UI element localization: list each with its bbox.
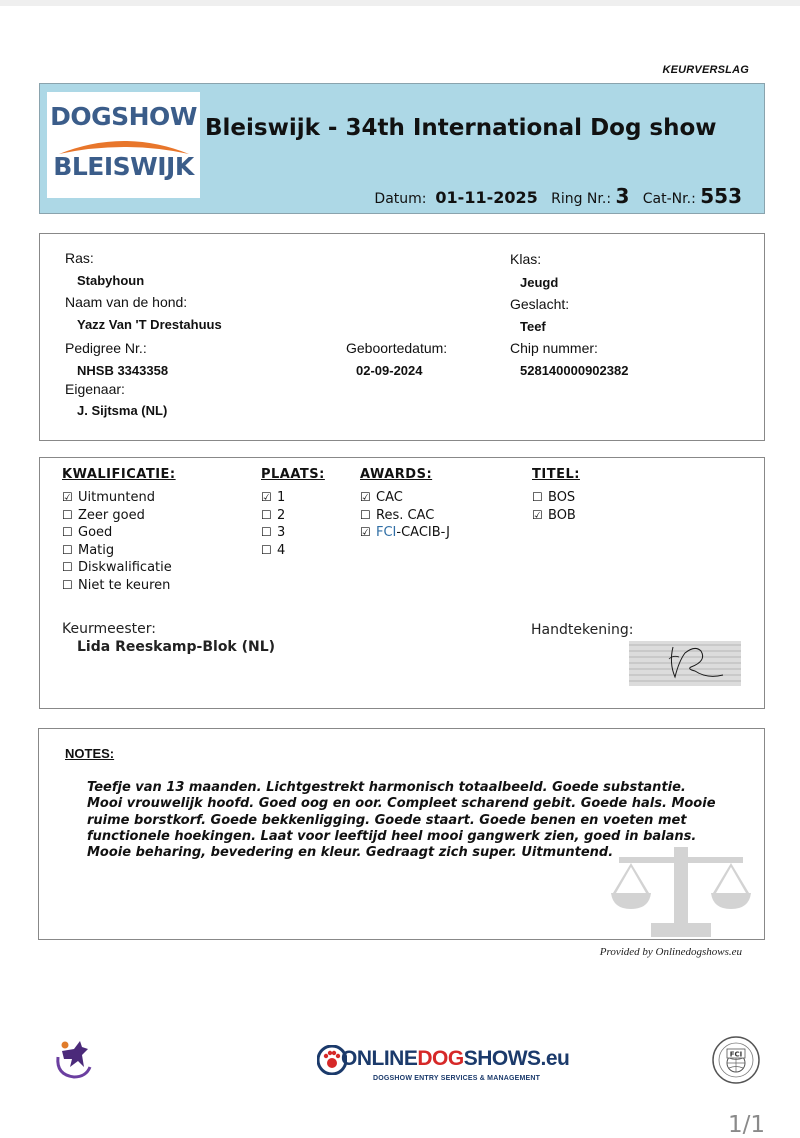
checkbox-icon[interactable]: ☐ <box>261 507 272 522</box>
page-number: 1/1 <box>727 1112 765 1138</box>
option-zeer-goed[interactable]: ☐ Zeer goed <box>62 507 145 523</box>
klas-value: Jeugd <box>520 275 559 290</box>
judge-label: Keurmeester: <box>62 621 156 637</box>
option-bos[interactable]: ☐ BOS <box>532 490 576 505</box>
chip-value: 528140000902382 <box>520 363 629 378</box>
signature-label: Handtekening: <box>531 622 634 638</box>
option-cac[interactable]: ☑ CAC <box>360 490 403 505</box>
qualification-box <box>39 457 765 709</box>
checkbox-icon[interactable]: ☐ <box>62 542 73 557</box>
option-plaats-3[interactable]: ☐ 3 <box>261 525 286 541</box>
checkbox-icon[interactable]: ☐ <box>261 542 272 557</box>
dog-club-logo-icon[interactable] <box>52 1037 96 1081</box>
checkbox-checked-icon[interactable]: ☑ <box>261 490 272 504</box>
checkbox-icon[interactable]: ☐ <box>62 560 73 575</box>
dog-info-box <box>39 233 765 441</box>
awards-list <box>360 489 450 542</box>
checkbox-icon[interactable]: ☐ <box>532 490 543 504</box>
checkbox-checked-icon[interactable]: ☑ <box>360 490 371 504</box>
pedigree-value: NHSB 3343358 <box>77 363 169 378</box>
header-banner <box>39 83 765 214</box>
checkbox-checked-icon[interactable]: ☑ <box>62 490 73 504</box>
checkbox-icon[interactable]: ☐ <box>62 507 73 522</box>
ring-value: 3 <box>615 184 630 208</box>
cat-label: Cat-Nr.: <box>642 191 696 207</box>
top-strip <box>0 0 800 6</box>
notes-line: ruime borstkorf. Goede bekkenligging. Goede staart. Goede benen en voeten met <box>87 812 687 828</box>
option-niet-te-keuren[interactable]: ☐ Niet te keuren <box>62 577 171 593</box>
titel-heading: TITEL: <box>532 467 580 482</box>
datum-row <box>374 184 742 208</box>
checkbox-icon[interactable]: ☐ <box>261 525 272 540</box>
signature-image <box>629 641 741 686</box>
checkbox-icon[interactable]: ☐ <box>62 525 73 540</box>
onlinedogshows-logo-text[interactable]: ONLINEDOGSHOWS.eu <box>341 1047 570 1070</box>
awards-heading: AWARDS: <box>360 467 433 482</box>
plaats-list <box>261 489 285 559</box>
option-plaats-2[interactable]: ☐ 2 <box>261 507 286 523</box>
onlinedogshows-tagline: DOGSHOW ENTRY SERVICES & MANAGEMENT <box>373 1075 541 1082</box>
signature-scribble-icon <box>629 641 741 686</box>
cat-value: 553 <box>700 184 742 208</box>
notes-line: Mooie beharing, bevedering en kleur. Gedraagt zich super. Uitmuntend. <box>87 845 614 861</box>
fci-seal-icon[interactable] <box>711 1035 761 1085</box>
notes-line: Teefje van 13 maanden. Lichtgestrekt harmonisch totaalbeeld. Goede substantie. <box>87 780 686 795</box>
plaats-heading: PLAATS: <box>261 467 325 482</box>
option-plaats-4[interactable]: ☐ 4 <box>261 542 286 558</box>
chip-label: Chip nummer: <box>510 340 598 356</box>
eigenaar-label: Eigenaar: <box>65 381 125 397</box>
checkbox-icon[interactable]: ☐ <box>360 507 371 522</box>
kwalificatie-list <box>62 489 172 595</box>
notes-box <box>38 728 765 940</box>
kwalificatie-heading: KWALIFICATIE: <box>62 467 176 482</box>
option-bob[interactable]: ☑ BOB <box>532 507 576 523</box>
fci-seal-text: FCI <box>729 1050 743 1059</box>
option-plaats-1[interactable]: ☑ 1 <box>261 490 286 505</box>
judge-name: Lida Reeskamp-Blok (NL) <box>77 639 276 655</box>
ras-label: Ras: <box>65 250 94 266</box>
option-res-cac[interactable]: ☐ Res. CAC <box>360 507 435 523</box>
option-fci-cacib-j[interactable]: ☑ FCI-CACIB-J <box>360 525 450 541</box>
notes-title: NOTES: <box>65 746 115 761</box>
datum-label: Datum: <box>374 191 427 207</box>
ring-label: Ring Nr.: <box>551 191 612 207</box>
datum-value: 01-11-2025 <box>435 188 538 207</box>
eigenaar-value: J. Sijtsma (NL) <box>77 403 168 418</box>
option-uitmuntend[interactable]: ☑ Uitmuntend <box>62 490 155 505</box>
option-matig[interactable]: ☐ Matig <box>62 542 115 558</box>
naam-value: Yazz Van 'T Drestahuus <box>77 317 222 332</box>
checkbox-checked-icon[interactable]: ☑ <box>532 507 543 522</box>
notes-line: Mooi vrouwelijk hoofd. Goed oog en oor. Compleet scharend gebit. Goede hals. Mooie <box>87 796 716 812</box>
titel-list <box>532 489 576 524</box>
geslacht-label: Geslacht: <box>510 296 570 312</box>
notes-line: functionele hoekingen. Laat voor leeftijd heel mooi gangwerk zien, goed in balans. <box>87 828 697 844</box>
klas-label: Klas: <box>510 251 542 267</box>
provided-by: Provided by Onlinedogshows.eu <box>599 946 742 958</box>
pedigree-label: Pedigree Nr.: <box>65 340 147 356</box>
checkbox-icon[interactable]: ☐ <box>62 577 73 592</box>
geslacht-value: Teef <box>520 319 546 334</box>
notes-text <box>87 780 737 861</box>
checkbox-checked-icon[interactable]: ☑ <box>360 525 371 540</box>
report-type: KEURVERSLAG <box>662 64 749 76</box>
naam-label: Naam van de hond: <box>65 294 188 310</box>
ras-value: Stabyhoun <box>77 273 145 288</box>
option-goed[interactable]: ☐ Goed <box>62 525 113 541</box>
geboorte-value: 02-09-2024 <box>356 363 423 378</box>
option-diskwalificatie[interactable]: ☐ Diskwalificatie <box>62 560 172 576</box>
dogshow-bleiswijk-logo <box>47 92 200 198</box>
geboorte-label: Geboortedatum: <box>346 340 448 356</box>
logo-line1: DOGSHOW <box>50 102 197 131</box>
show-title: Bleiswijk - 34th International Dog show <box>205 115 717 141</box>
logo-line2: BLEISWIJK <box>53 152 194 181</box>
